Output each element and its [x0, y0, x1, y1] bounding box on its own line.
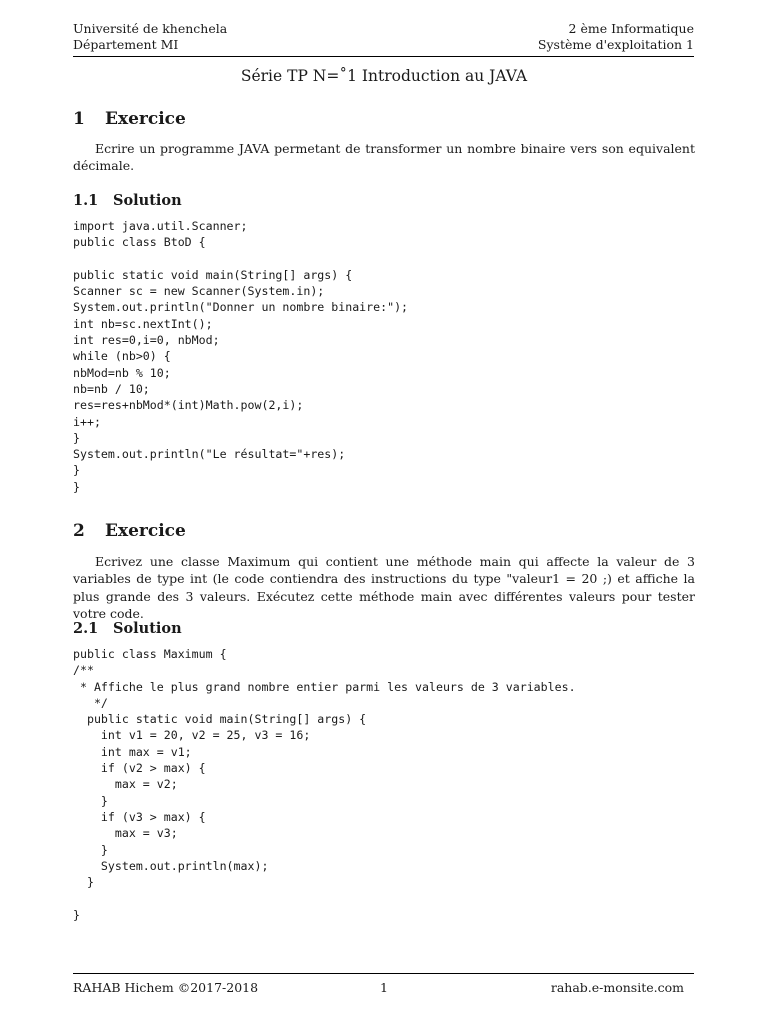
- subsection-title: Solution: [113, 192, 182, 209]
- section-number: 2: [73, 521, 85, 541]
- section-1-text: [73, 140, 695, 175]
- subsection-number: 1.1: [73, 192, 99, 209]
- header-divider: [73, 56, 694, 57]
- subsection-number: 2.1: [73, 620, 99, 637]
- subsection-1-1-heading: [73, 191, 182, 211]
- website-link[interactable]: rahab.e-monsite.com: [550, 980, 684, 995]
- section-number: 1: [73, 109, 85, 129]
- subsection-title: Solution: [113, 620, 182, 637]
- header-right: [538, 21, 694, 53]
- code-block-maximum: public class Maximum { /** * Affiche le plus grand nombre entier parmi les valeurs de 3 variables. */ public static void main(String[] args) { int v1 = 20, v2 = 25, v3 = 16; int max = v1; if (v2 > max) { max = v2; } if (v3 > max) { max = v3; } System.out.println(max); } }: [73, 647, 576, 922]
- footer-divider: [73, 973, 694, 974]
- section-2-heading: [73, 520, 186, 542]
- header-left: [73, 21, 227, 53]
- author-name: RAHAB Hichem: [73, 980, 174, 995]
- section-2-text: [73, 553, 695, 622]
- document-title: Série TP N=˚1 Introduction au JAVA: [240, 67, 528, 85]
- exercise-statement: Ecrire un programme JAVA permetant de transformer un nombre binaire vers son equivalent décimale.: [73, 141, 695, 174]
- course-level: 2 ème Informatique: [568, 21, 694, 36]
- copyright-notice: ©2017-2018: [177, 980, 259, 995]
- section-title: Exercice: [105, 521, 186, 541]
- code-block-btod: import java.util.Scanner; public class BtoD { public static void main(String[] args) { Scanner sc = new Scanner(System.in); System.out.println("Donner un nombre binaire:"); int nb=sc.nextInt(); int res=0,i=0, nbMod; while (nb>0) { nbMod=nb % 10; nb=nb / 10; res=res+nbMod*(int)Math.pow(2,i); i++; } System.out.println("Le résultat="+res); } }: [73, 219, 409, 494]
- page-number: 1: [380, 980, 388, 995]
- department-name: Département MI: [73, 37, 179, 52]
- university-name: Université de khenchela: [73, 21, 228, 36]
- section-title: Exercice: [105, 109, 186, 129]
- subsection-2-1-heading: [73, 619, 182, 639]
- exercise-statement: Ecrivez une classe Maximum qui contient une méthode main qui affecte la valeur de 3 variables de type int (le code contiendra des instructions du type "valeur1 = 20 ;) et affiche la plus grande des 3 valeurs. Exécutez cette méthode main avec différentes valeurs pour tester votre code.: [73, 554, 695, 621]
- section-1-heading: [73, 108, 186, 130]
- course-name: Système d'exploitation 1: [537, 37, 694, 52]
